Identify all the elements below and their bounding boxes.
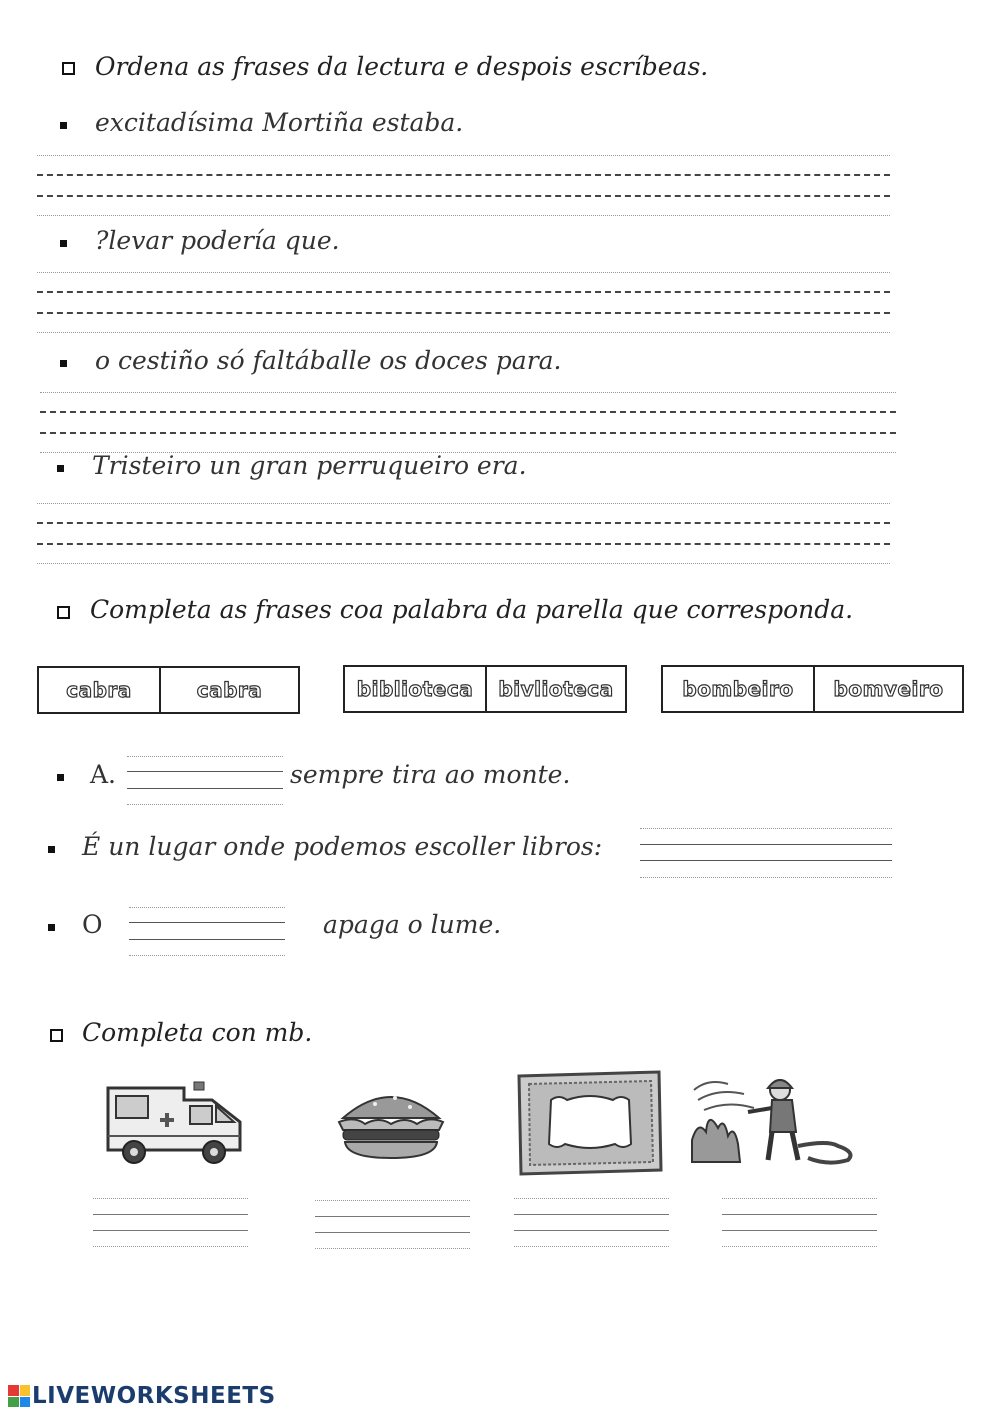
word-option[interactable]: bivlioteca xyxy=(485,667,625,711)
word-pair-2 xyxy=(343,665,627,713)
fill-sentence-3-prefix: O xyxy=(82,910,103,939)
section3-title: Completa con mb. xyxy=(82,1018,313,1047)
fill-blank-1[interactable] xyxy=(127,756,283,806)
ambulance-picture xyxy=(102,1078,250,1168)
word-option[interactable]: bomveiro xyxy=(813,667,962,711)
answer-lines-carpet[interactable] xyxy=(514,1198,669,1248)
scrambled-sentence-4: Tristeiro un gran perruqueiro era. xyxy=(92,451,527,480)
word-option[interactable]: cabra xyxy=(66,678,132,702)
answer-lines-1[interactable] xyxy=(37,155,890,217)
fill-sentence-2-prefix: É un lugar onde podemos escoller libros: xyxy=(82,832,603,861)
carpet-picture xyxy=(515,1070,665,1176)
answer-lines-ambulance[interactable] xyxy=(93,1198,248,1248)
answer-lines-firefighter[interactable] xyxy=(722,1198,877,1248)
liveworksheets-logo[interactable] xyxy=(8,1383,276,1409)
word-option[interactable]: biblioteca xyxy=(356,677,474,701)
section3-checkbox-icon xyxy=(50,1029,63,1042)
answer-lines-4[interactable] xyxy=(37,503,890,565)
bullet-icon xyxy=(48,924,55,931)
scrambled-sentence-2: ?levar podería que. xyxy=(95,226,340,255)
section1-title: Ordena as frases da lectura e despois escríbeas. xyxy=(95,52,709,81)
word-pair-3 xyxy=(661,665,964,713)
bullet-icon xyxy=(57,774,64,781)
bullet-icon xyxy=(60,122,67,129)
brand-name: LIVEWORKSHEETS xyxy=(32,1383,276,1409)
fill-blank-3[interactable] xyxy=(129,907,285,957)
section1-checkbox-icon xyxy=(62,62,75,75)
word-option[interactable]: cabra xyxy=(159,668,298,712)
word-pair-1 xyxy=(37,666,300,714)
bullet-icon xyxy=(60,360,67,367)
scrambled-sentence-3: o cestiño só faltáballe os doces para. xyxy=(95,346,562,375)
answer-lines-3[interactable] xyxy=(40,392,896,454)
bullet-icon xyxy=(57,465,64,472)
section2-title: Completa as frases coa palabra da parella que corresponda. xyxy=(90,595,854,624)
fill-blank-2[interactable] xyxy=(640,828,892,878)
section2-checkbox-icon xyxy=(57,606,70,619)
logo-blocks-icon xyxy=(8,1385,30,1407)
fill-sentence-3-suffix: apaga o lume. xyxy=(323,910,502,939)
word-option[interactable]: bombeiro xyxy=(682,677,794,701)
scrambled-sentence-1: excitadísima Mortiña estaba. xyxy=(95,108,464,137)
hamburger-picture xyxy=(335,1082,447,1162)
bullet-icon xyxy=(60,240,67,247)
fill-sentence-1-suffix: sempre tira ao monte. xyxy=(290,760,571,789)
answer-lines-hamburger[interactable] xyxy=(315,1200,470,1250)
firefighter-picture xyxy=(688,1070,860,1166)
bullet-icon xyxy=(48,846,55,853)
answer-lines-2[interactable] xyxy=(37,272,890,334)
fill-sentence-1-prefix: A. xyxy=(90,760,117,789)
